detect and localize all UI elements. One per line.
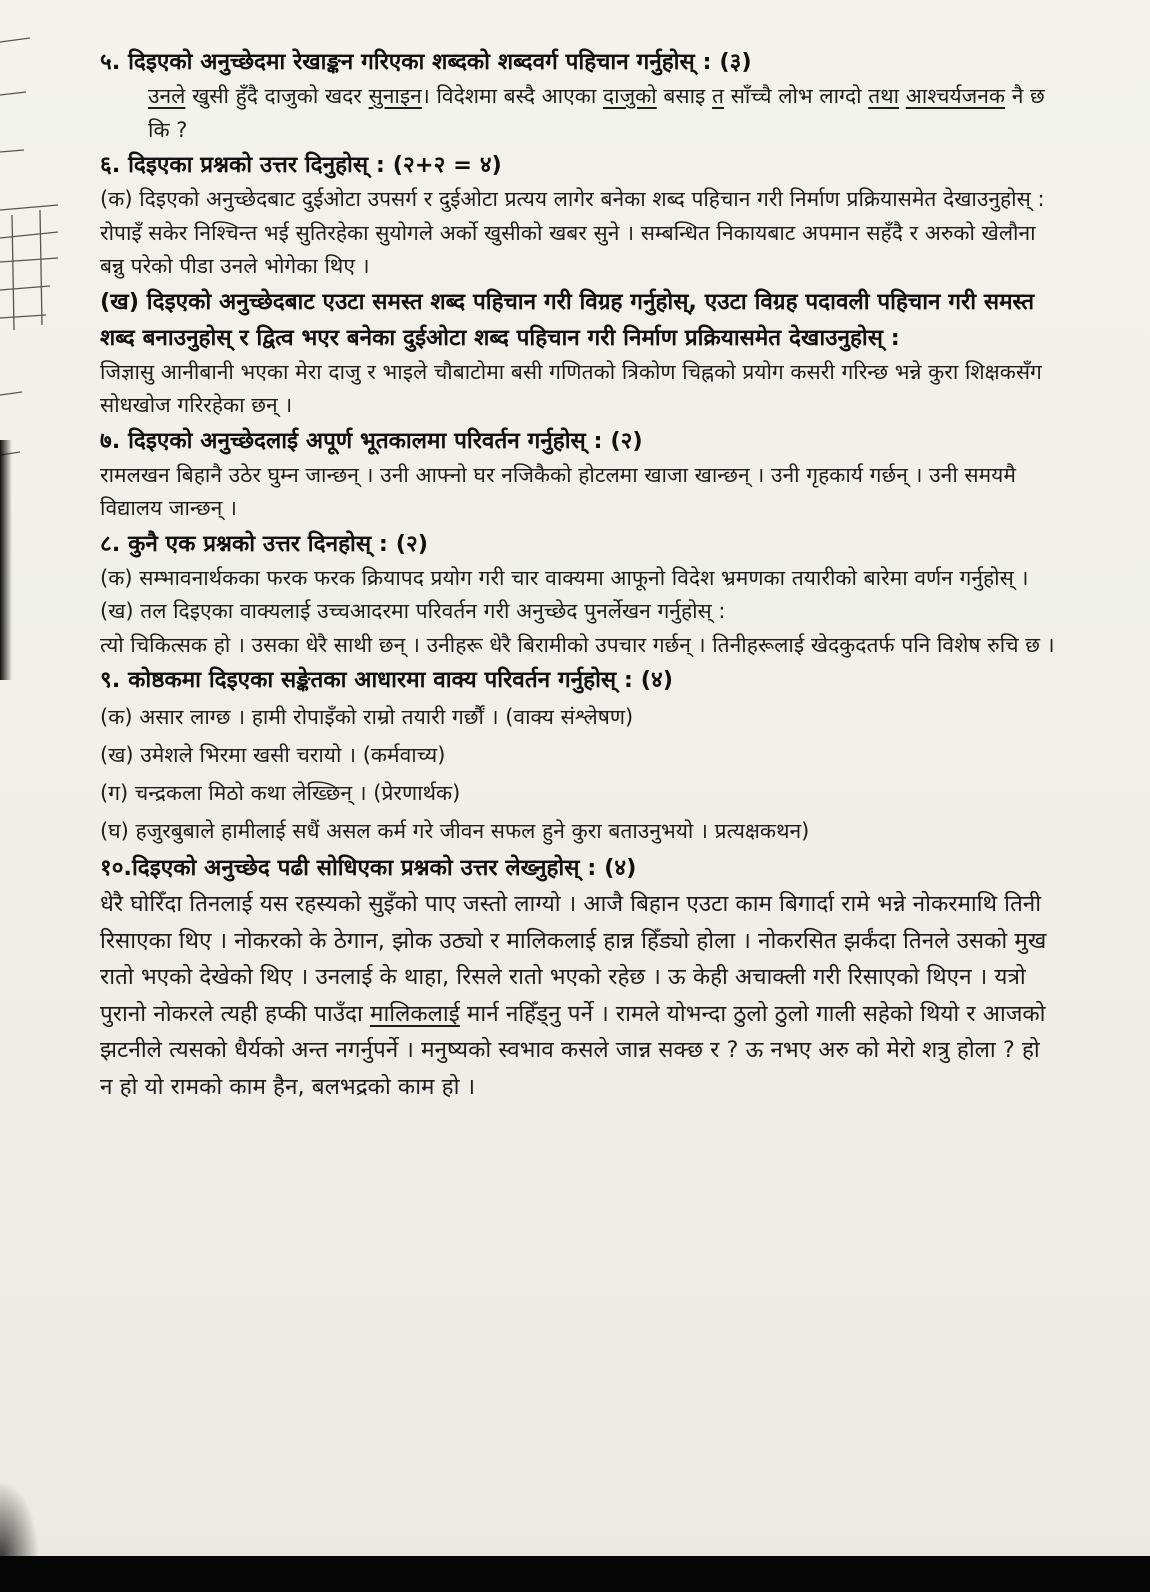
question-9-title: ९. कोष्ठकमा दिइएका सङ्केतका आधारमा वाक्य परिवर्तन गर्नुहोस् : (४) bbox=[100, 667, 674, 693]
question-6a-passage: रोपाइँ सकेर निश्चिन्त भई सुतिरहेका सुयोगले अर्को खुसीको खबर सुने । सम्बन्धित निकायबाट अपमान सहँदै र अरुको खेलौना बन्नु परेको पीडा उनले भोगेका थिए । bbox=[100, 220, 1036, 278]
question-9b: (ख) उमेशले भिरमा खसी चरायो । (कर्मवाच्य) bbox=[100, 743, 446, 767]
question-6-title: ६. दिइएका प्रश्नको उत्तर दिनुहोस् : (२+२ = ४) bbox=[100, 152, 502, 178]
question-9c: (ग) चन्द्रकला मिठो कथा लेख्छिन् । (प्रेरणार्थक) bbox=[100, 781, 461, 805]
question-5 bbox=[100, 44, 1055, 147]
question-8a: (क) सम्भावनार्थकका फरक फरक क्रियापद प्रयोग गरी चार वाक्यमा आफूनो विदेश भ्रमणका तयारीको बारेमा वर्णन गर्नुहोस् । bbox=[100, 565, 1029, 590]
underlined-word: तथा bbox=[868, 84, 900, 108]
question-5-title: ५. दिइएको अनुच्छेदमा रेखाङ्कन गरिएका शब्दको शब्दवर्ग पहिचान गर्नुहोस् : (३) bbox=[100, 49, 752, 75]
underlined-word: त bbox=[712, 84, 725, 108]
underlined-word: दाजुको bbox=[602, 84, 657, 108]
question-8-title: ८. कुनै एक प्रश्नको उत्तर दिनहोस् : (२) bbox=[100, 530, 428, 557]
question-6b-passage: जिज्ञासु आनीबानी भएका मेरा दाजु र भाइले चौबाटोमा बसी गणितको त्रिकोण चिह्नको प्रयोग कसरी गरिन्छ भन्ने कुरा शिक्षकसँग सोधखोज गरिरहेका छन् । bbox=[100, 359, 1042, 417]
page-corner-shadow bbox=[0, 1480, 40, 1560]
question-9a: (क) असार लाग्छ । हामी रोपाइँको राम्रो तयारी गर्छौं । (वाक्य संश्लेषण) bbox=[100, 705, 634, 729]
question-10-passage: धेरै घोरिँदा तिनलाई यस रहस्यको सुइँको पाए जस्तो लाग्यो । आजै बिहान एउटा काम बिगार्दा रामे भन्ने नोकरमाथि तिनी रिसाएका थिए । नोकरको के ठेगान, झोक उठ्यो र मालिकलाई हान्न हिँड्यो होला । नोकरसित झर्कंदा तिनले उसको मुख रातो भएको देखेको थिए । उनलाई के थाहा, रिसले रातो भएको रहेछ । ऊ केही अचाक्ली गरी रिसाएको थिएन । यत्रो पुरानो नोकरले त्यही हप्की पाउँदा मालिकलाई मार्न नहिँड्नु पर्ने । रामले योभन्दा ठुलो ठुलो गाली सहेको थियो र आजको झटनीले त्यसको धैर्यको अन्त नगर्नुपर्ने । मनुष्यको स्वभाव कसले जान्न सक्छ र ? ऊ नभए अरु को मेरो शत्रु होला ? हो न हो यो रामको काम हैन, बलभद्रको काम हो । bbox=[100, 891, 1047, 1100]
underlined-word: आश्चर्यजनक bbox=[905, 84, 1006, 108]
question-8 bbox=[100, 526, 1055, 663]
question-7-passage: रामलखन बिहानै उठेर घुम्न जान्छन् । उनी आफ्नो घर नजिकैको होटलमा खाजा खान्छन् । उनी गृहकार्य गर्छन् । उनी समयमै विद्यालय जान्छन् । bbox=[100, 462, 1016, 520]
question-10 bbox=[100, 850, 1055, 1105]
question-6a-instruction: (क) दिइएको अनुच्छेदबाट दुईओटा उपसर्ग र दुईओटा प्रत्यय लागेर बनेका शब्द पहिचान गरी निर्माण प्रक्रियासमेत देखाउनुहोस् : bbox=[100, 187, 1045, 211]
question-6b-instruction: (ख) दिइएको अनुच्छेदबाट एउटा समस्त शब्द पहिचान गरी विग्रह गर्नुहोस्, एउटा विग्रह पदावली पहिचान गरी समस्त शब्द बनाउनुहोस् र द्वित्व भएर बनेका दुईओटा शब्द पहिचान गरी निर्माण प्रक्रियासमेत देखाउनुहोस् : bbox=[100, 288, 1035, 351]
question-7 bbox=[100, 423, 1055, 526]
question-9d: (घ) हजुरबुबाले हामीलाई सधैं असल कर्म गरे जीवन सफल हुने कुरा बताउनुभयो । प्रत्यक्षकथन) bbox=[100, 819, 810, 843]
bottom-dark-edge bbox=[0, 1556, 1150, 1592]
exam-content bbox=[100, 44, 1055, 1105]
question-10-title: १०.दिइएको अनुच्छेद पढी सोधिएका प्रश्नको उत्तर लेख्नुहोस् : (४) bbox=[100, 855, 637, 881]
question-8b-passage: त्यो चिकित्सक हो । उसका धेरै साथी छन् । उनीहरू धेरै बिरामीको उपचार गर्छन् । तिनीहरूलाई खेदकुदतर्फ पनि विशेष रुचि छ । bbox=[100, 632, 1055, 657]
notebook-margin-lines bbox=[0, 0, 60, 1560]
page-edge-shadow bbox=[0, 440, 12, 680]
question-5-passage: उनले खुसी हुँदै दाजुको खदर सुनाइन। विदेशमा बस्दै आएका दाजुको बसाइ त साँच्चै लोभ लाग्दो तथा आश्चर्यजनक नै छ कि ? bbox=[148, 84, 1045, 142]
underlined-word: मालिकलाई bbox=[370, 1000, 460, 1027]
underlined-word: सुनाइन bbox=[368, 84, 422, 108]
question-8b-instruction: (ख) तल दिइएका वाक्यलाई उच्चआदरमा परिवर्तन गरी अनुच्छेद पुनर्लेखन गर्नुहोस् : bbox=[100, 599, 726, 623]
underlined-word: उनले bbox=[148, 84, 186, 108]
question-6 bbox=[100, 147, 1055, 423]
question-9 bbox=[100, 662, 1055, 850]
question-7-title: ७. दिइएको अनुच्छेदलाई अपूर्ण भूतकालमा परिवर्तन गर्नुहोस् : (२) bbox=[100, 427, 643, 454]
